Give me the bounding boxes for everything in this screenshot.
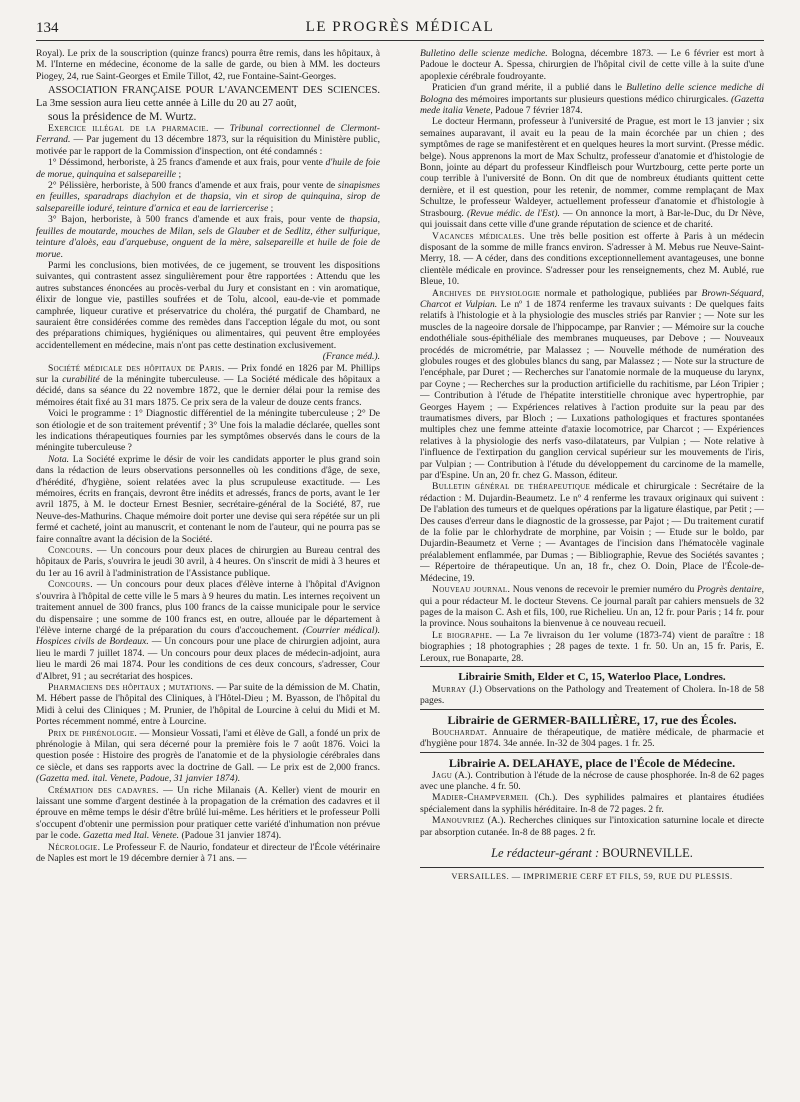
- condemnation-item-1: [36, 157, 380, 180]
- item-end: ;: [176, 168, 182, 180]
- continuation-paragraph: [420, 48, 764, 82]
- right-column: [420, 48, 764, 1074]
- item-text: 3° Bajon, herboriste, à 500 francs d'amende et aux frais, pour vente de: [48, 214, 350, 226]
- paragraph-text: — Un riche Milanais (A. Keller) vient de mourir en laissant une somme d'argent destinée à la propagation de la crémation des cadavres et il éprouve en même temps le désir d'être brûlé lui-même. Les héritiers et le professeur Polli s'occupent d'obtenir une permission pour pratiquer cette variété d'inhumation non prévue par le code.: [36, 784, 380, 842]
- vacances-paragraph: [420, 231, 764, 288]
- publisher-heading-germer: Librairie de GERMER-BAILLIÈRE, 17, rue des Écoles.: [447, 712, 737, 727]
- item-products: d'huile de foie de morue, quinquina et salsepareille: [36, 157, 380, 180]
- section-heading: Exercice illégal de la pharmacie.: [48, 123, 209, 135]
- paragraph-text: (Padoue 31 janvier 1874).: [179, 830, 282, 842]
- item-end: ;: [268, 202, 274, 214]
- paragraph-text: — Par suite de la démission de M. Chatin, M. Hébert passe de l'hôpital des Cliniques, à l'Hôtel-Dieu ; M. Byasson, de l'hôpital du Midi à celui des Cliniques ; M. Prunier, de l'hôpital de Lourcine à celui du Midi et M. Portes récemment nommé, entre à Lourcine.: [36, 681, 380, 728]
- divider: [420, 752, 764, 753]
- book-description: (J.) Observations on the Pathology and Treatement of Cholera. In-18 de 58 pages.: [420, 683, 764, 707]
- cremation-paragraph: [36, 785, 380, 842]
- author-name: Jagu: [432, 769, 453, 781]
- journal-title: Progrès dentaire,: [696, 584, 764, 596]
- section-heading: Nouveau journal.: [432, 584, 511, 596]
- publisher-heading-delahaye: Librairie A. DELAHAYE, place de l'École de Médecine.: [448, 755, 736, 770]
- printer-imprint: VERSAILLES. — IMPRIMERIE CERF ET FILS, 59, RUE DU PLESSIS.: [420, 867, 764, 882]
- pharmaciens-paragraph: [36, 682, 380, 728]
- section-heading: Nécrologie.: [48, 841, 101, 853]
- book-description: (A.). Recherches cliniques sur l'intoxication saturnine locale et directe par absorption cutanée. In-8 de 88 pages. 2 fr.: [420, 815, 764, 838]
- page-header: [36, 18, 764, 41]
- paragraph-text: Une très belle position est offerte à Paris à un médecin disposant de la somme de mille francs environ. S'adresser à M. Mebus rue Neuve-Saint-Merry, 18. — A céder, dans des conditions exceptionnellement avantageuses, une bonne clientèle médicale en province. S'adresser pour les renseignements, chez M. Aublé, rue Bleue, 10.: [420, 230, 764, 288]
- paragraph-text: Le nº 1 de 1874 renferme les travaux suivants : De quelques faits relatifs à l'histologie et à la physiologie des muscles striés par Ranvier ; — Note sur les muscles de la nageoire dorsale de l'hippocampe, par Ranvier ; — Mémoire sur la couche endothéliale sous-épithéliale des membranes muqueuses, par Debove ; — Nouveaux procédés de micrométrie, par Malassez ; — Nouvelle méthode de numération des globules rouges et des globules blancs du sang, par Malassez ; — Note sur la structure de l'encéphale, par Duret ; — Recherches sur l'anatomie normale de la muqueuse du larynx, par Coyne ; — Recherches sur la production artificielle du rachitisme, par Léon Tripier ; — Contribution à l'étude de l'hépatite interstitielle chronique avec hypertrophie, par Georges Hayem ; — Expériences relatives à l'action produite sur la peau par des traumatismes divers, par Bloch ; — Luxations pathologiques et fractures spontanées multiples chez une femme atteinte d'ataxie locomotrice, par Charcot ; — Expériences relatives à la physiologie des nerfs vaso-dilatateurs, par Vulpian ; — Note relative à l'influence de l'extirpation du ganglion cervical supérieur sur les mouvements de l'iris, par Vulpian ; — Contribution à l'étude du développement du carcinome de la mamelle, par d'Espine. Un an, 20 fr. chez G. Masson, éditeur.: [420, 298, 764, 482]
- paragraph-text: qui a pour rédacteur M. le docteur Stevens. Ce journal paraît par cahiers mensuels de 32 pages de la maison C. Ash et fils, 100, rue Richelieu. Un an, 12 fr. pour Paris ; 14 fr. pour la province. Nous souhaitons la bienvenue à ce nouveau recueil.: [420, 595, 764, 630]
- paragraph-text: médicale et chirurgicale : Secrétaire de la rédaction : M. Dujardin-Beaumetz. Le nº 4 renferme les travaux originaux qui suivent : De l'ablation des tumeurs et de quelques opérations par la ligature élastique, par Petit ; — Des causes d'erreur dans le diagnostic de la grossesse, par Pajot ; — Du traitement curatif de la folie par le chlorhydrate de morphine, par Voisin ; — Etude sur le boldo, par Dujardin-Beaumetz et Verne ; — Avantages de l'incision dans l'hématocèle vaginale préalablement enflammée, par Dumas ; — Bibliographie, Revue des Sociétés savantes ; — Répertoire de thérapeutique. Un an, 18 fr., chez O. Doin, Place de l'École-de-Médecine, 19.: [420, 481, 764, 584]
- source-citation: Bulletino delle scienze mediche.: [420, 48, 548, 59]
- source-citation: (France méd.).: [322, 351, 380, 363]
- section-heading: Crémation des cadavres.: [48, 784, 159, 796]
- paragraph-text: des mémoires importants sur plusieurs questions médico chirurgicales.: [452, 93, 731, 105]
- author-name: Madier-Champvermeil: [432, 792, 529, 804]
- page-number: 134: [36, 20, 59, 36]
- section-heading: Concours.: [48, 545, 93, 557]
- paragraph-text: — Prix fondé en 1826 par M. Phillips sur la: [36, 362, 380, 385]
- societe-medicale-paragraph: [36, 363, 380, 409]
- section-heading: Bulletin général de thérapeutique: [432, 481, 591, 493]
- item-products: sinapismes en feuilles, sparadraps diachylon et de thapsia, vin et sirop de quinquina, sirop de salsepareille ioduré, teinture d'arnica et eau de larriercerise: [36, 180, 380, 214]
- item-end: .: [60, 248, 63, 260]
- condemnation-item-3: [36, 214, 380, 260]
- editor-label: Le rédacteur-gérant :: [491, 846, 603, 860]
- paragraph-text: — Monsieur Vossati, l'ami et élève de Gall, a fondé un prix de phrénologie à Milan, qui sera décerné pour la première fois le 7 août 1876. Voici la question posée : Histoire des progrès de l'anatomie et de la physiologie cérébrales dans ce siècle, et dans ses rapports avec la doctrine de Gall. — Le prix est de 2,000 francs.: [36, 727, 380, 773]
- section-heading: Vacances médicales.: [432, 230, 525, 242]
- association-heading: ASSOCIATION FRANÇAISE POUR L'AVANCEMENT DES SCIENCES. La 3me session aura lieu cette année à Lille du 20 au 27 août,: [36, 85, 380, 109]
- section-heading: Société médicale des hôpitaux de Paris.: [48, 362, 225, 374]
- emphasis: curabilité: [62, 373, 100, 385]
- paragraph-text: — Un concours pour deux places de chirurgien au Bureau central des hôpitaux de Paris, s'ouvrira le jeudi 30 avril, à 4 heures. On s'inscrit de midi à 3 heures et du 1er au 16 avril à l'administration de l'Assistance publique.: [36, 545, 380, 579]
- bulletin-paragraph: [420, 481, 764, 584]
- source-citation: Gazetta med Ital. Venete.: [82, 830, 180, 842]
- source-citation: (Gazetta med. ital. Venete, Padoue, 31 janvier 1874).: [36, 773, 241, 785]
- nota-paragraph: [36, 454, 380, 545]
- source-citation: Bulletino delle science mediche di Bologna: [420, 82, 764, 105]
- book-listing: [420, 792, 764, 815]
- paragraph-text: normale et pathologique, publiées par: [540, 287, 702, 299]
- left-column: [36, 48, 380, 1074]
- source-citation: (Revue médic. de l'Est).: [466, 207, 560, 219]
- paragraph-text: — Un concours pour une place de chirurgien adjoint, aura lieu le mardi 7 juillet 1874. — Un concours pour deux places de médecin-adjoint, aura lieu le mardi 26 mai 1874. Pour les conditions de ces deux concours, s'adresser, Cour d'Albret, 91 ; au secrétariat des hospices.: [36, 636, 380, 682]
- source-citation: (Gazetta mede italia Venete,: [420, 93, 764, 117]
- divider: [420, 709, 764, 710]
- nouveau-journal-paragraph: [420, 584, 764, 630]
- hermann-paragraph: [420, 116, 764, 230]
- paragraph-text: Parmi les conclusions, bien motivées, de ce jugement, se trouvent les dispositions suivantes, qui contrastent assez singulièrement pour être rapportées : Attendu que les autres substances énoncées au procès-verbal du Jury et consistant en : vin aromatique, élixir de longue vie, pastilles soufrées et de Tolu, alcool, eau-de-vie et pommade camphrée, liqueur curative et préservatrice du choléra, thé purgatif de Chambard, ne sauraient être considérées comme des remèdes dans l'acception légale du mot, ou sont des préparations chimiques, hygiéniques ou alimentaires, qui peuvent être employées accidentellement en médecine, mais n'ont pas cette destination exclusivement.: [36, 259, 380, 351]
- author-name: Manouvriez: [432, 815, 485, 827]
- paragraph-text: Le docteur Hermann, professeur à l'université de Prague, est mort le 13 janvier ; six semaines auparavant, il avait eu la peau de la main écorchée par un chien ; des symptômes de rage se manifestèrent et en quelques heures la mort survint. (Presse médic. belge). Nous apprenons la mort de Max Schultz, professeur d'anatomie et d'histologie de Bonn, jointe au départ du professeur Kindfleisch pour Wurtzbourg, cette perte porte un coup terrible à l'université de Bonn. On dit que de nombreux étudiants quittent cette dernière, et il est question, pour les retenir, de nommer, comme remplaçant de Max Schultze, le professeur Waldeyer, actuellement professeur d'anatomie et d'histologie à Strasbourg.: [420, 116, 764, 219]
- book-listing: [420, 815, 764, 838]
- biographe-paragraph: [420, 630, 764, 664]
- editors-names: Brown-Séquard, Charcot et Vulpian.: [420, 287, 764, 310]
- item-text: 2° Pélissière, herboriste, à 500 francs d'amende et aux frais, pour vente de: [48, 180, 338, 192]
- conclusions-paragraph: [36, 260, 380, 363]
- archives-paragraph: [420, 288, 764, 482]
- book-description: (Ch.). Des syphilides palmaires et plantaires étudiées spécialement dans la syphilis héréditaire. In-8 de 72 pages. 2 fr.: [420, 792, 764, 815]
- book-description: (A.). Contribution à l'étude de la nécrose de cause phosphorée. In-8 de 62 pages avec une planche. 4 fr. 50.: [420, 769, 764, 792]
- concours-2-paragraph: [36, 579, 380, 682]
- paragraph-text: — Par jugement du 13 décembre 1873, sur la réquisition du Ministère public, motivée par le rapport de la Commission d'inspection, ont été condamnés :: [36, 134, 380, 157]
- dash: —: [208, 123, 230, 135]
- section-heading: Prix de phrénologie.: [48, 727, 138, 739]
- book-listing: [420, 727, 764, 750]
- paragraph-text: Bologna, décembre 1873. — Le 6 février est mort à Padoue le docteur A. Spessa, chirurgien de l'hôpital civil de cette ville à la suite d'une apoplexie cérébrale foudroyante.: [420, 48, 764, 82]
- programme-paragraph: Voici le programme : 1° Diagnostic différentiel de la méningite tuberculeuse ; 2° De son étiologie et de son traitement préventif ; 3° Une fois la maladie déclarée, quelles sont les indications thérapeutiques fournies par les symptômes observés dans le cours de la méningite tuberculeuse ?: [36, 408, 380, 454]
- section-heading: Pharmaciens des hôpitaux ; mutations.: [48, 681, 215, 693]
- condemnation-item-2: [36, 180, 380, 214]
- intro-paragraph: Royal). Le prix de la souscription (quinze francs) pourra être remis, dans les hôpitaux, à M. l'Interne en médecine, économe de la salle de garde, ou bien à MM. les docteurs Piogey, 24, rue Saint-Georges et Emile Tillot, 42, rue Fontaine-Saint-Georges.: [36, 48, 380, 82]
- exercice-illegal-paragraph: [36, 123, 380, 157]
- praticien-paragraph: [420, 82, 764, 116]
- paragraph-text: La Société exprime le désir de voir les candidats apporter le plus grand soin dans la rédaction de leurs observations personnelles où les conditions d'âge, de sexe, d'hérédité, d'hygiène, soient relatées avec la plus scrupuleuse exactitude. — Les mémoires, écrits en français, devront être inédits et adressés, francs de ports, avant le 1er avril 1875, à M. le docteur Ernest Besnier, secrétaire-général de la Société, 87, rue Neuve-des-Mathurins. Chaque mémoire doit porter une devise qui sera répétée sur un pli fermé et cacheté, joint au manuscrit, et contenant le nom de l'auteur, qui ne pourra pas se faire connaître avant la décision de la Société.: [36, 453, 380, 545]
- source-citation: (Courrier médical). Hospices civils de Bordeaux.: [36, 624, 380, 648]
- paragraph-text: Le Professeur F. de Naurio, fondateur et directeur de l'École vétérinaire de Naples est mort le 19 décembre dernier à 71 ans. —: [36, 841, 380, 865]
- paragraph-text: — La 7e livraison du 1er volume (1873-74) vient de paraître : 18 biographies ; 18 photographies ; 28 pages de texte. 1 fr. 50. Un an, 15 fr. Paris, E. Leroux, rue Bonaparte, 28.: [420, 629, 764, 664]
- editor-name: BOURNEVILLE.: [602, 846, 693, 860]
- divider: [420, 666, 764, 667]
- section-heading: Concours.: [48, 579, 93, 591]
- item-text: 1° Déssimond, herboriste, à 25 francs d'amende et aux frais, pour vente: [48, 157, 326, 169]
- section-heading: Le biographe.: [432, 629, 493, 641]
- book-description: Annuaire de thérapeutique, de matière médicale, de pharmacie et d'hygiène pour 1874. 34e année. In-32 de 304 pages. 1 fr. 25.: [420, 726, 764, 750]
- paragraph-text: — On annonce la mort, à Bar-le-Duc, du Dr Nève, qui jouissait dans cette ville d'une grande réputation de science et de charité.: [420, 207, 764, 231]
- running-title: LE PROGRÈS MÉDICAL: [305, 19, 495, 35]
- paragraph-text: Praticien d'un grand mérite, il a publié dans le: [432, 82, 627, 94]
- association-subheading: sous la présidence de M. Wurtz.: [48, 110, 197, 124]
- book-listing: [420, 684, 764, 707]
- item-products: thapsia, feuilles de moutarde, mouches de Milan, sels de Glauber et de Sedlitz, éther sulfurique, teinture d'aloès, eau d'arquebuse, onguent de la mère, salsepareille et huile de foie de morue: [36, 214, 380, 260]
- concours-1-paragraph: [36, 545, 380, 579]
- paragraph-text: de la méningite tuberculeuse. — La Société médicale des hôpitaux a décidé, dans sa séance du 22 novembre 1872, que le dernier délai pour la remise des mémoires était fixé au 31 mars 1875. Ce prix sera de la valeur de douze cents francs.: [36, 373, 380, 408]
- book-listing: [420, 770, 764, 793]
- author-name: Murray: [432, 683, 467, 695]
- court-name: Tribunal correctionnel de Clermont-Ferrand.: [36, 123, 380, 146]
- author-name: Bouchardat.: [432, 726, 488, 738]
- necrologie-paragraph: [36, 842, 380, 865]
- paragraph-text: Padoue 7 février 1874.: [492, 105, 583, 117]
- editor-signature: [420, 846, 764, 861]
- section-heading: Archives de physiologie: [432, 287, 541, 299]
- paragraph-text: Nous venons de recevoir le premier numéro du: [510, 584, 697, 596]
- nota-label: Nota.: [48, 453, 70, 465]
- paragraph-text: — Un concours pour deux places d'élève interne à l'hôpital d'Avignon s'ouvrira à l'hôpital de cette ville le 5 mars à 9 heures du matin. Les internes reçoivent un traitement annuel de 300 francs, plus 100 francs de la caisse municipale pour le service du dispensaire ; une somme de 100 francs est, en outre, allouée par le département à l'élève interne chargé de la préparation du cours d'accouchement.: [36, 579, 380, 636]
- publisher-heading-smith: Librairie Smith, Elder et C, 15, Waterloo Place, Londres.: [458, 670, 726, 683]
- phrenologie-paragraph: [36, 728, 380, 785]
